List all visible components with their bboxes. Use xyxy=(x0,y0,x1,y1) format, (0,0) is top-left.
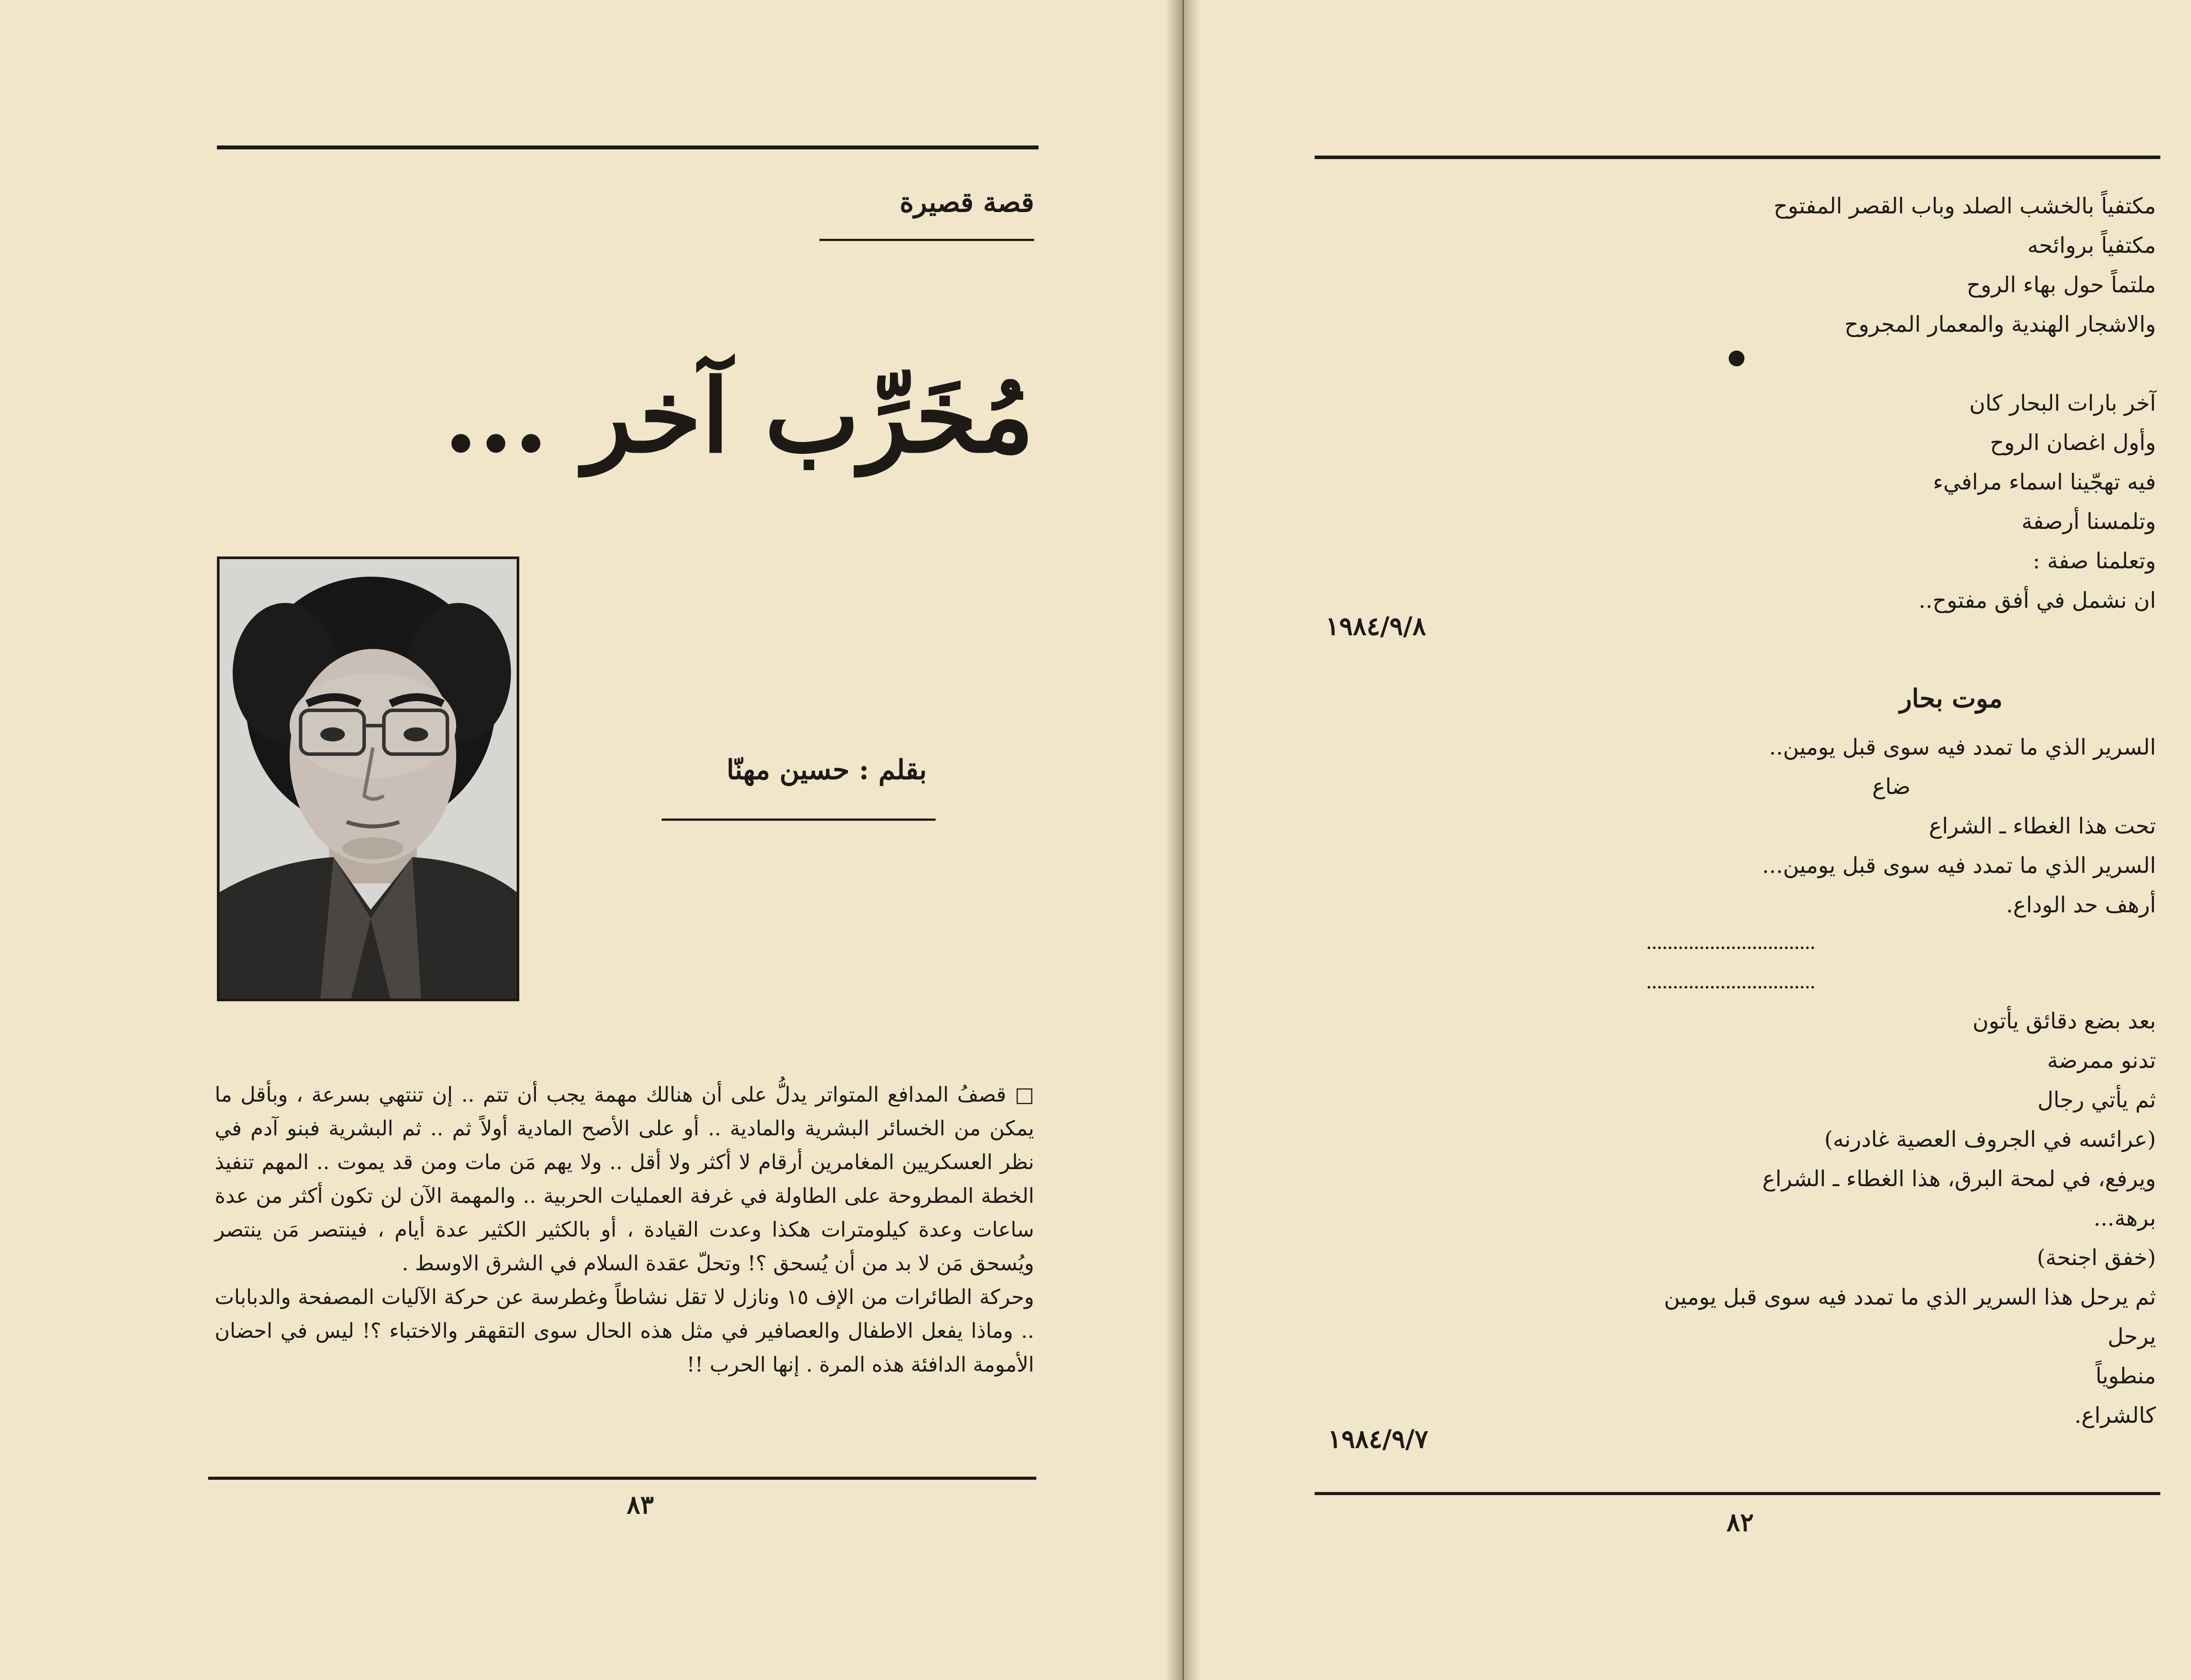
stanza-1 xyxy=(1774,186,2156,344)
verse-line: وتعلمنا صفة : xyxy=(2032,548,2156,574)
stanza-bullet-icon xyxy=(1729,351,1744,366)
verse-line: وأول اغصان الروح xyxy=(1990,430,2156,455)
verse-line: ويرفع، في لمحة البرق، هذا الغطاء ـ الشراع xyxy=(1762,1166,2156,1191)
verse-line: السرير الذي ما تمدد فيه سوى قبل يومين.. xyxy=(1769,734,2156,760)
book-gutter xyxy=(1166,0,1201,1680)
verse-line: فيه تهجّينا اسماء مرافيء xyxy=(1933,469,2156,495)
verse-line: ثم يأتي رجال xyxy=(2037,1087,2156,1113)
verse-line: يرحل xyxy=(2107,1324,2156,1349)
stanza-4 xyxy=(1664,1001,2156,1435)
portrait-image xyxy=(220,559,517,999)
verse-line: (خفق اجنحة) xyxy=(2037,1245,2156,1270)
verse-line: والاشجار الهندية والمعمار المجروح xyxy=(1844,312,2156,337)
verse-line: تدنو ممرضة xyxy=(2047,1048,2156,1073)
story-title: مُخَرِّب آخر ... xyxy=(443,357,1034,475)
poem-date-1: ١٩٨٤/٩/٨ xyxy=(1326,611,1426,641)
verse-line: (عرائسه في الجروف العصية غادرنه) xyxy=(1824,1127,2156,1152)
author-photo xyxy=(217,556,519,1001)
section-label: قصة قصيرة xyxy=(899,186,1034,218)
dotted-separator-2 xyxy=(1648,986,1814,989)
verse-line: السرير الذي ما تمدد فيه سوى قبل يومين... xyxy=(1762,853,2156,878)
dotted-separator-1 xyxy=(1648,946,1814,949)
top-rule xyxy=(217,145,1039,149)
verse-line: ثم يرحل هذا السرير الذي ما تمدد فيه سوى قبل يومين xyxy=(1664,1284,2156,1310)
verse-line: تحت هذا الغطاء ـ الشراع xyxy=(1929,813,2156,839)
stanza-2 xyxy=(1918,383,2156,620)
section-label-underline xyxy=(819,239,1034,241)
verse-line: ضاع xyxy=(1872,774,1911,799)
verse-line: كالشراع. xyxy=(2074,1403,2156,1428)
verse-line: ان نشمل في أفق مفتوح.. xyxy=(1918,588,2156,613)
verse-line: مكتفياً بالخشب الصلد وباب القصر المفتوح xyxy=(1773,193,2156,219)
verse-line: منطوياً xyxy=(2095,1363,2156,1389)
story-paragraph-2: وحركة الطائرات من الإف ١٥ ونازل لا تقل نشاطاً وغطرسة عن حركة الآليات المصفحة والدبابات .. وماذا يفعل الاطفال والعصافير في مثل هذه الحال سوى التقهقر والاختباء ؟! ليس في احضان الأمومة الدافئة هذه المرة . إنها الحرب !! xyxy=(215,1285,1035,1377)
story-paragraph-1: □ قصفُ المدافع المتواتر يدلُّ على أن هنالك مهمة يجب أن تتم .. إن تنتهي بسرعة ، وبأقل ما يمكن من الخسائر البشرية والمادية .. أو على الأصح المادية أولاً ثم .. ثم البشرية فبنو آدم في نظر العسكريين المغامرين أرقام لا أكثر ولا أقل .. ولا يهم مَن مات ومن قد يموت .. المهم تنفيذ الخطة المطروحة على الطاولة في غرفة العمليات الحربية .. والمهمة الآن لن تكون أكثر من عدة ساعات وعدة كيلومترات هكذا وعدت القيادة ، أو بالكثير الكثير عدة أيام ، فينتصر مَن ينتصر ويُسحق مَن لا بد من أن يُسحق ؟! وتحلّ عقدة السلام في الشرق الاوسط . xyxy=(215,1083,1034,1276)
poem-date-2: ١٩٨٤/٩/٧ xyxy=(1328,1424,1429,1454)
byline: بقلم : حسين مهنّا xyxy=(727,754,927,786)
bottom-rule xyxy=(208,1477,1036,1480)
verse-line: آخر بارات البحار كان xyxy=(1969,390,2156,416)
verse-line: بعد بضع دقائق يأتون xyxy=(1972,1008,2156,1034)
poem-title: موت بحار xyxy=(1899,684,2003,713)
right-page xyxy=(1183,0,2191,1680)
verse-line: برهة... xyxy=(2093,1205,2156,1231)
verse-line: أرهف حد الوداع. xyxy=(2006,892,2156,918)
verse-line: ملتماً حول بهاء الروح xyxy=(1966,272,2156,298)
verse-line: مكتفياً بروائحه xyxy=(2027,233,2156,258)
page-number-right: ٨٢ xyxy=(1727,1507,1754,1537)
verse-line: وتلمسنا أرصفة xyxy=(2021,509,2156,534)
story-body xyxy=(215,1078,1034,1382)
stanza-3 xyxy=(1762,727,2156,925)
top-rule xyxy=(1315,156,2160,159)
page-number-left: ٨٣ xyxy=(627,1490,654,1520)
byline-underline xyxy=(662,819,936,821)
bottom-rule xyxy=(1315,1492,2160,1495)
